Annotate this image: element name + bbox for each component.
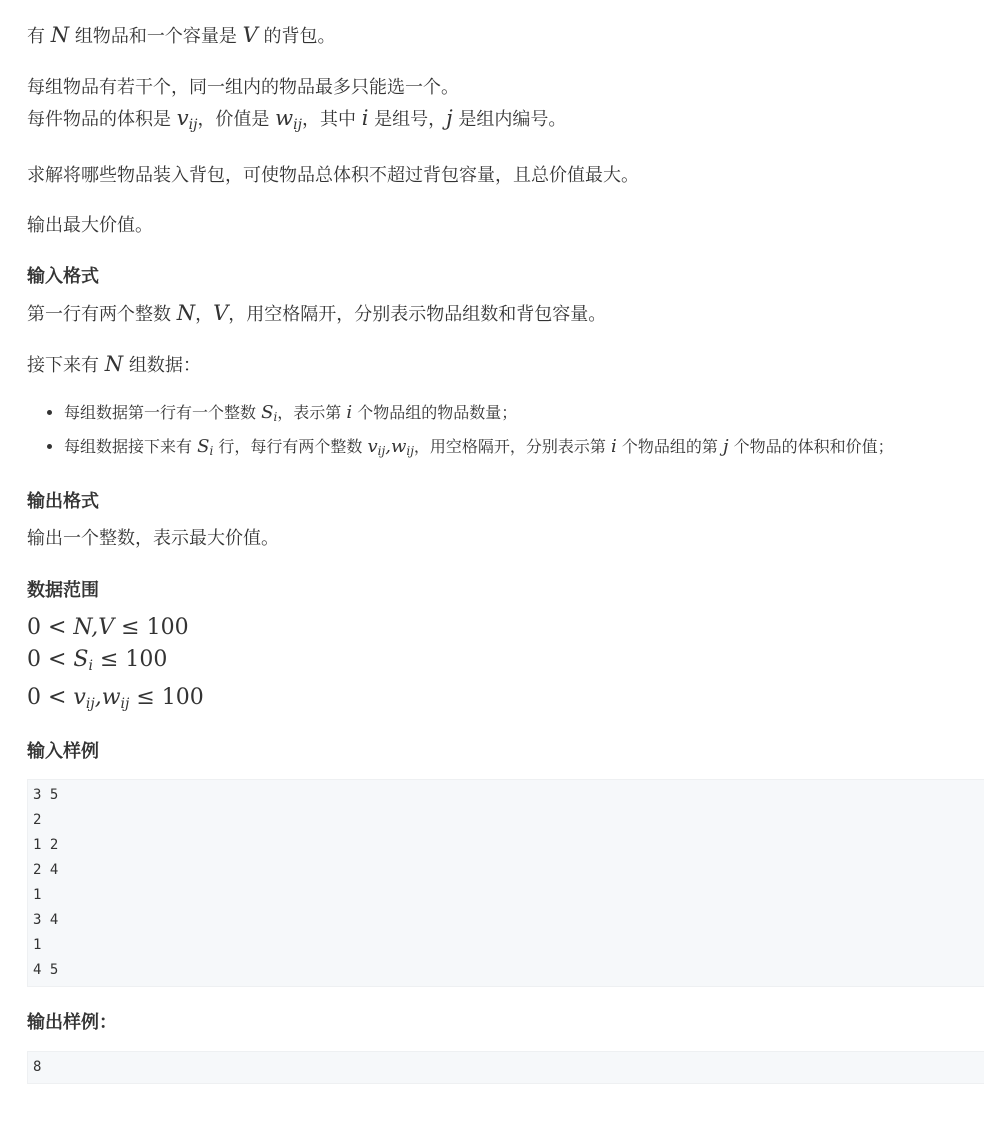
input-format-line-1 bbox=[27, 298, 984, 330]
math-j: j bbox=[446, 106, 453, 130]
math-sub: i bbox=[273, 410, 278, 424]
range-line-1 bbox=[27, 612, 984, 644]
text: 个物品组的第 bbox=[616, 437, 723, 456]
math-S: S bbox=[197, 436, 210, 457]
input-format-bullets bbox=[27, 398, 984, 466]
text: ，表示第 bbox=[277, 403, 347, 422]
math-v: v bbox=[176, 106, 189, 130]
intro-line-4: 求解将哪些物品装入背包，可使物品总体积不超过背包容量，且总价值最大。 bbox=[27, 165, 639, 186]
math-sub: ij bbox=[293, 117, 302, 133]
text: 个物品组的物品数量； bbox=[352, 403, 518, 422]
text: 0 < bbox=[27, 647, 74, 672]
text: ≤ 100 bbox=[129, 685, 204, 710]
intro-line-2: 每组物品有若干个，同一组内的物品最多只能选一个。 bbox=[27, 77, 459, 98]
input-format-line-2 bbox=[27, 349, 984, 381]
problem-statement bbox=[27, 20, 984, 1084]
text: ，用空格隔开，分别表示物品组数和背包容量。 bbox=[228, 304, 607, 325]
math-w: w bbox=[390, 436, 407, 457]
math-v: v bbox=[367, 436, 378, 457]
math-S: S bbox=[261, 402, 274, 423]
output-format-heading: 输出格式 bbox=[27, 491, 99, 512]
text: 每组数据接下来有 bbox=[64, 437, 198, 456]
sample-input-heading: 输入样例 bbox=[27, 741, 99, 762]
text: ，其中 bbox=[301, 109, 362, 130]
text: 行，每行有两个整数 bbox=[213, 437, 368, 456]
math-vars: N,V bbox=[73, 615, 115, 640]
math-comma: , bbox=[385, 436, 391, 457]
sample-output-heading: 输出样例： bbox=[27, 1012, 117, 1033]
math-i: i bbox=[611, 436, 617, 457]
text: ，价值是 bbox=[197, 109, 276, 130]
text: 是组内编号。 bbox=[452, 109, 567, 130]
math-sub: ij bbox=[188, 117, 198, 133]
math-v: v bbox=[73, 685, 86, 710]
math-sub: ij bbox=[377, 444, 386, 458]
text: 0 < bbox=[27, 615, 74, 640]
math-V: V bbox=[242, 23, 258, 47]
text: ，用空格隔开，分别表示第 bbox=[413, 437, 612, 456]
text: 个物品的体积和价值； bbox=[728, 437, 894, 456]
math-N: N bbox=[50, 23, 70, 47]
text: 的背包。 bbox=[257, 26, 336, 47]
math-V: V bbox=[213, 301, 229, 325]
text: ≤ 100 bbox=[114, 615, 189, 640]
sample-input-code: 3 5 2 1 2 2 4 1 3 4 1 4 5 bbox=[27, 779, 984, 987]
text: 有 bbox=[27, 26, 51, 47]
math-sub: ij bbox=[120, 696, 130, 712]
text: 每组数据第一行有一个整数 bbox=[64, 403, 262, 422]
math-j: j bbox=[722, 436, 729, 457]
intro-line-1 bbox=[27, 20, 984, 53]
math-i: i bbox=[361, 106, 369, 130]
intro-line-3 bbox=[27, 103, 984, 141]
math-sub: ij bbox=[406, 444, 414, 458]
math-N: N bbox=[176, 301, 196, 325]
output-format-line: 输出一个整数，表示最大价值。 bbox=[27, 528, 279, 549]
sample-output-code: 8 bbox=[27, 1051, 984, 1084]
text: 每件物品的体积是 bbox=[27, 109, 177, 130]
math-N: N bbox=[104, 352, 124, 376]
list-item bbox=[64, 432, 984, 466]
text: 第一行有两个整数 bbox=[27, 304, 177, 325]
range-line-2 bbox=[27, 644, 984, 682]
math-w: w bbox=[101, 685, 121, 710]
math-sub: i bbox=[88, 658, 93, 674]
text: 是组号， bbox=[368, 109, 447, 130]
range-line-3 bbox=[27, 682, 984, 720]
text: ≤ 100 bbox=[92, 647, 168, 672]
math-i: i bbox=[346, 402, 353, 423]
text: 接下来有 bbox=[27, 355, 105, 376]
range-block bbox=[27, 612, 984, 720]
text: 组物品和一个容量是 bbox=[69, 26, 243, 47]
list-item bbox=[64, 398, 984, 432]
text: 0 < bbox=[27, 685, 74, 710]
intro-line-5: 输出最大价值。 bbox=[27, 215, 153, 236]
range-heading: 数据范围 bbox=[27, 580, 99, 601]
input-format-heading: 输入格式 bbox=[27, 266, 99, 287]
math-comma: , bbox=[94, 685, 102, 710]
math-S: S bbox=[73, 647, 89, 672]
math-w: w bbox=[275, 106, 294, 130]
text: 组数据： bbox=[123, 355, 201, 376]
math-sub: ij bbox=[85, 696, 95, 712]
text: ， bbox=[195, 304, 214, 325]
math-sub: i bbox=[209, 444, 214, 458]
